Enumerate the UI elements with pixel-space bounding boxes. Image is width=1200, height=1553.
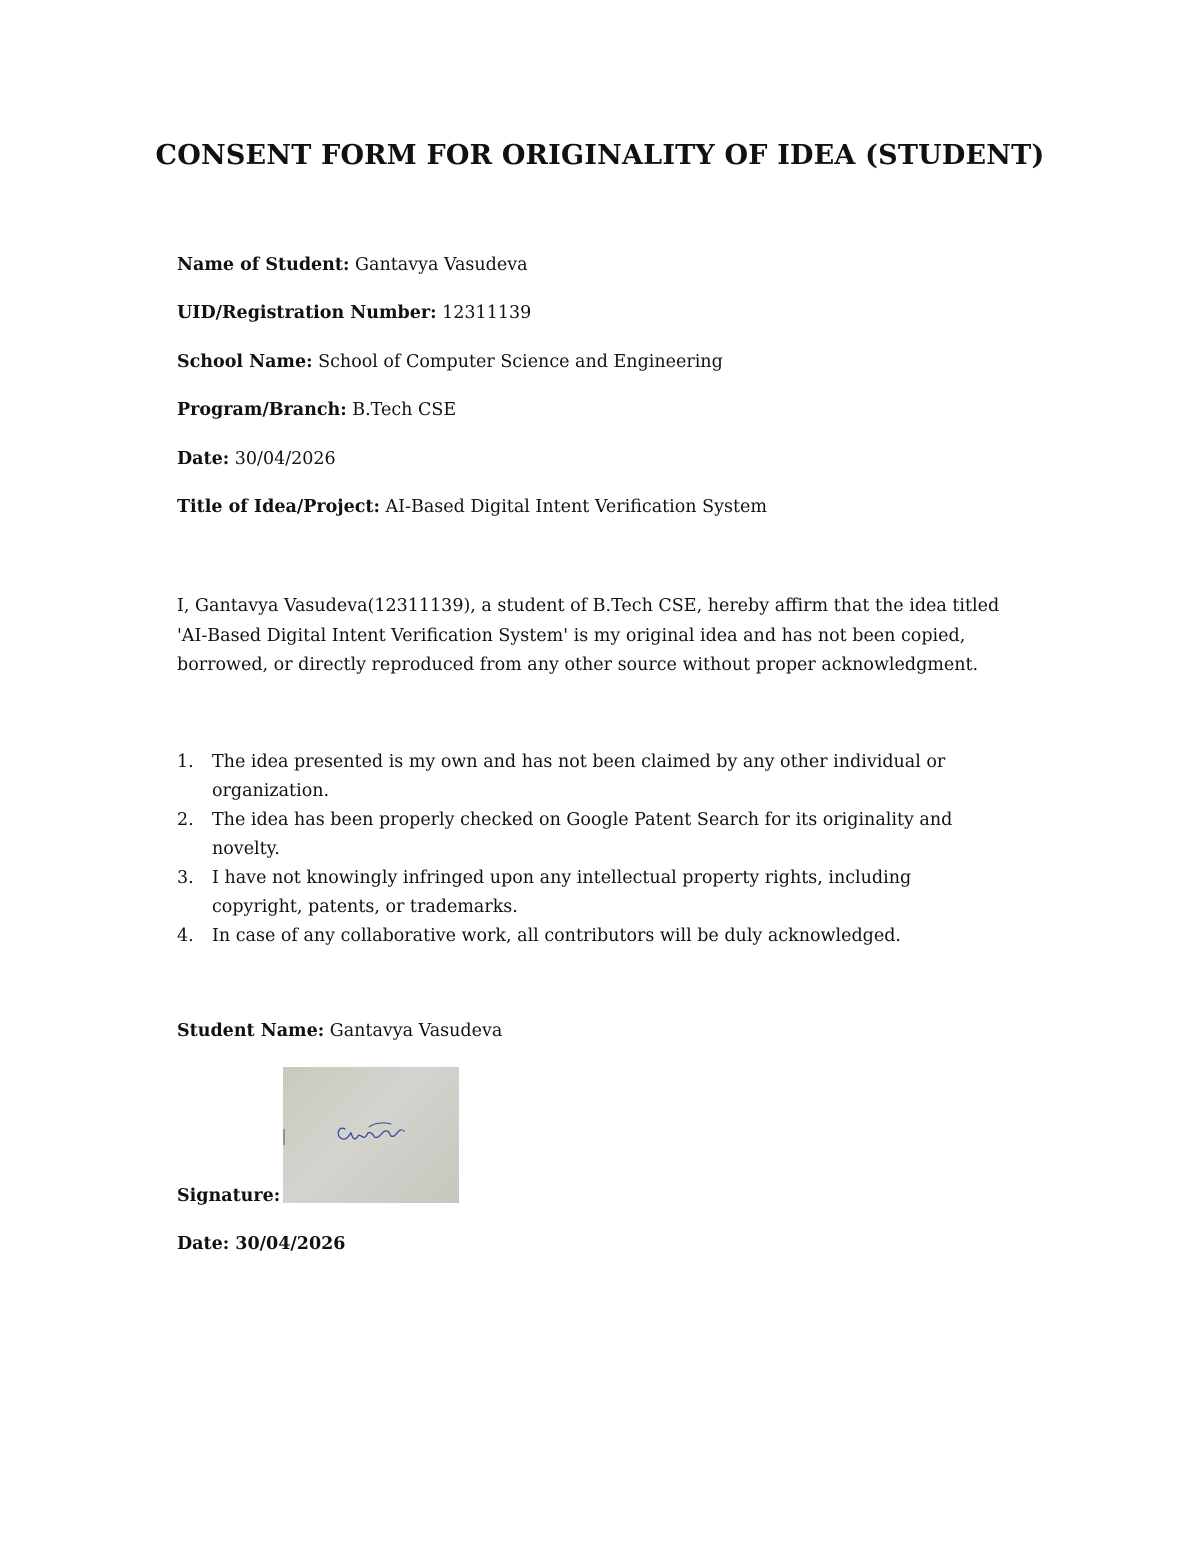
affirmation-paragraph: I, Gantavya Vasudeva(12311139), a student of B.Tech CSE, hereby affirm that the idea titled 'AI-Based Digital Intent Verification System' is my original idea and has not been copied, borrowed, or directly reproduced from any other source without proper acknowledgment. — [177, 596, 1000, 675]
field-school — [177, 352, 723, 372]
field-value: B.Tech CSE — [352, 400, 457, 420]
field-label: Name of Student: — [177, 255, 350, 275]
field-date — [177, 449, 336, 469]
footer-date: Date: 30/04/2026 — [177, 1234, 346, 1254]
field-label: School Name: — [177, 352, 313, 372]
field-program — [177, 400, 456, 420]
field-label: Date: — [177, 449, 230, 469]
field-value: 30/04/2026 — [234, 449, 336, 469]
list-item-number: 4. — [177, 926, 194, 946]
field-label: Title of Idea/Project: — [177, 497, 380, 517]
field-value: 12311139 — [442, 303, 532, 323]
list-item-number: 1. — [177, 752, 194, 772]
field-value: AI-Based Digital Intent Verification System — [385, 497, 767, 517]
list-item — [177, 748, 997, 806]
signature-label: Signature: — [177, 1186, 281, 1206]
list-item-text: The idea presented is my own and has not been claimed by any other individual or organization. — [212, 752, 946, 801]
list-item-text: In case of any collaborative work, all contributors will be duly acknowledged. — [212, 926, 901, 946]
form-title: CONSENT FORM FOR ORIGINALITY OF IDEA (STUDENT) — [155, 140, 1045, 171]
declaration-list — [177, 748, 997, 951]
list-item — [177, 922, 997, 951]
footer-date-line — [177, 1234, 345, 1254]
list-item — [177, 806, 997, 864]
field-value: School of Computer Science and Engineering — [318, 352, 723, 372]
handwritten-signature-icon — [283, 1067, 459, 1203]
list-item-number: 2. — [177, 810, 194, 830]
field-label: Program/Branch: — [177, 400, 347, 420]
field-idea-title — [177, 497, 767, 517]
student-name-line — [177, 1021, 502, 1041]
signature-image — [283, 1067, 459, 1203]
list-item-text: I have not knowingly infringed upon any intellectual property rights, including copyright, patents, or trademarks. — [212, 868, 912, 917]
field-value: Gantavya Vasudeva — [355, 255, 528, 275]
signature-line — [177, 1186, 280, 1206]
field-uid — [177, 303, 531, 323]
student-name-label: Student Name: — [177, 1021, 325, 1041]
field-student-name — [177, 255, 528, 275]
list-item-number: 3. — [177, 868, 194, 888]
list-item-text: The idea has been properly checked on Google Patent Search for its originality and novelty. — [212, 810, 953, 859]
field-label: UID/Registration Number: — [177, 303, 437, 323]
student-name-value: Gantavya Vasudeva — [329, 1021, 503, 1041]
list-item — [177, 864, 997, 922]
